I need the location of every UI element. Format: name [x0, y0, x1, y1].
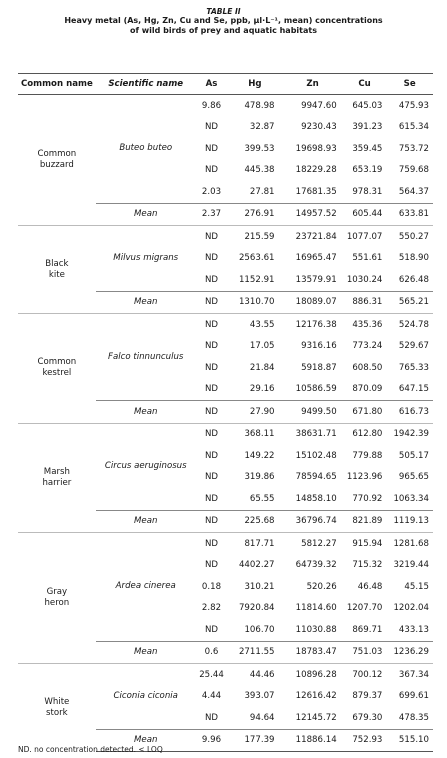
mean-se-cell: 1119.13	[386, 510, 433, 533]
se-value-cell: 626.48	[398, 274, 429, 285]
cu-value-cell: 879.37	[352, 691, 383, 702]
as-value-cell: ND	[204, 274, 219, 285]
common-name-line: Marsh	[43, 466, 70, 477]
table-caption	[0, 0, 447, 36]
cu-value-cell: 869.71	[352, 624, 383, 635]
mean-label-cell: Mean	[96, 641, 196, 664]
se-value-cell: 475.93	[398, 100, 429, 111]
se-value-cell: 478.35	[398, 712, 429, 723]
common-name-line: stork	[46, 707, 68, 718]
se-value-cell: 367.34	[386, 664, 433, 686]
mean-label-cell: Mean	[96, 203, 196, 226]
table-title-line-2: of wild birds of prey and aquatic habitats	[130, 26, 317, 35]
as-value-cell: ND	[204, 712, 219, 723]
common-name-line: harrier	[42, 477, 72, 488]
hg-value-cell: 319.86	[244, 472, 275, 483]
table-footnote: ND. no concentration detected. < LOQ	[18, 745, 163, 754]
common-name-line: Common	[37, 357, 77, 368]
hg-value-cell: 1152.91	[238, 274, 275, 285]
zn-value-cell: 19698.93	[295, 143, 337, 154]
se-value-cell: 965.65	[398, 472, 429, 483]
cu-value-cell: 1207.70	[346, 603, 383, 614]
as-value-cell: ND	[204, 253, 219, 264]
common-name-line: Black	[45, 258, 69, 269]
hg-value-cell: 478.98	[244, 100, 275, 111]
hg-value-cell: 27.81	[249, 186, 275, 197]
as-value-cell: 9.86	[201, 100, 222, 111]
mean-as-cell: 9.96	[196, 729, 228, 752]
mean-label-cell: Mean	[96, 401, 196, 424]
header-se: Se	[386, 74, 433, 95]
as-value-cell: ND	[204, 384, 219, 395]
mean-zn-cell: 9499.50	[283, 401, 343, 424]
se-value-cell: 1942.39	[386, 423, 433, 445]
hg-value-cell: 817.71	[227, 533, 282, 555]
common-name-cell	[18, 95, 96, 226]
se-value-cell: 3219.44	[393, 560, 429, 571]
se-value-cell: 433.13	[398, 624, 429, 635]
as-value-cell: 25.44	[196, 664, 228, 686]
table-row	[18, 664, 433, 686]
zn-value-cell: 78594.65	[295, 472, 337, 483]
zn-value-cell: 5918.87	[301, 362, 337, 373]
se-value-cell: 1202.04	[393, 603, 429, 614]
header-zn: Zn	[283, 74, 343, 95]
zn-value-cell: 9947.60	[301, 100, 337, 111]
scientific-name-cell: Milvus migrans	[96, 226, 196, 292]
hg-value-cell: 32.87	[249, 122, 275, 133]
as-value-cell: ND	[204, 472, 219, 483]
se-value-cell: 753.72	[398, 143, 429, 154]
header-scientific-name: Scientific name	[96, 74, 196, 95]
hg-value-cell: 393.07	[244, 691, 275, 702]
mean-cu-cell: 751.03	[343, 641, 387, 664]
hg-value-cell: 310.21	[244, 581, 275, 592]
common-name-cell	[18, 314, 96, 424]
table-row	[18, 314, 433, 336]
cu-value-cell: 612.80	[343, 423, 387, 445]
hg-value-cell: 106.70	[244, 624, 275, 635]
cu-value-cell: 773.24	[352, 341, 383, 352]
zn-value-cell: 11030.88	[295, 624, 337, 635]
se-value-cell: 699.61	[398, 691, 429, 702]
cu-value-cell: 653.19	[352, 165, 383, 176]
mean-cu-cell: 605.44	[343, 203, 387, 226]
cu-value-cell: 1077.07	[343, 226, 387, 248]
common-name-line: buzzard	[39, 160, 74, 170]
mean-zn-cell: 18783.47	[283, 641, 343, 664]
hg-value-cell: 368.11	[227, 423, 282, 445]
as-value-cell: 2.82	[201, 603, 222, 614]
zn-value-cell: 18229.28	[295, 165, 337, 176]
mean-hg-cell: 2711.55	[227, 641, 282, 664]
mean-label-cell: Mean	[96, 291, 196, 314]
se-value-cell: 1063.34	[393, 493, 429, 504]
mean-hg-cell: 27.90	[227, 401, 282, 424]
common-name-cell	[18, 423, 96, 533]
header-as: As	[196, 74, 228, 95]
as-value-cell: ND	[196, 423, 228, 445]
common-name-line: White	[44, 696, 70, 707]
zn-value-cell: 12616.42	[295, 691, 337, 702]
hg-value-cell: 43.55	[227, 314, 282, 336]
se-value-cell: 529.67	[398, 341, 429, 352]
common-name-line: heron	[44, 598, 70, 608]
as-value-cell: ND	[204, 165, 219, 176]
mean-se-cell: 515.10	[386, 729, 433, 752]
zn-value-cell: 14858.10	[295, 493, 337, 504]
cu-value-cell: 645.03	[352, 100, 383, 111]
zn-value-cell: 17681.35	[295, 186, 337, 197]
as-value-cell: 4.44	[201, 691, 222, 702]
mean-zn-cell: 36796.74	[283, 510, 343, 533]
common-name-cell	[18, 226, 96, 314]
mean-se-cell: 616.73	[386, 401, 433, 424]
zn-value-cell: 12145.72	[295, 712, 337, 723]
mean-zn-cell: 11886.14	[283, 729, 343, 752]
zn-value-cell: 5812.27	[283, 533, 343, 555]
common-name-line: kite	[48, 269, 65, 280]
table-row	[18, 226, 433, 248]
cu-value-cell: 978.31	[352, 186, 383, 197]
mean-se-cell: 565.21	[386, 291, 433, 314]
mean-cu-cell: 821.89	[343, 510, 387, 533]
as-value-cell: ND	[204, 143, 219, 154]
zn-value-cell: 16965.47	[295, 253, 337, 264]
hg-value-cell: 2563.61	[238, 253, 275, 264]
cu-value-cell: 1030.24	[346, 274, 383, 285]
zn-value-cell: 520.26	[306, 581, 337, 592]
mean-as-cell: 2.37	[196, 203, 228, 226]
zn-value-cell: 11814.60	[295, 603, 337, 614]
as-value-cell: ND	[204, 341, 219, 352]
hg-value-cell: 149.22	[244, 450, 275, 461]
se-value-cell: 759.68	[398, 165, 429, 176]
mean-hg-cell: 177.39	[227, 729, 282, 752]
hg-value-cell: 44.46	[227, 664, 282, 686]
common-name-cell	[18, 664, 96, 752]
zn-value-cell: 9230.43	[301, 122, 337, 133]
se-value-cell: 564.37	[398, 186, 429, 197]
as-value-cell: 0.18	[201, 581, 222, 592]
cu-value-cell: 915.94	[343, 533, 387, 555]
scientific-name-cell: Ardea cinerea	[96, 533, 196, 642]
hg-value-cell: 215.59	[227, 226, 282, 248]
zn-value-cell: 12176.38	[283, 314, 343, 336]
as-value-cell: ND	[196, 314, 228, 336]
mean-as-cell: ND	[196, 291, 228, 314]
as-value-cell: ND	[204, 493, 219, 504]
header-common-name: Common name	[18, 74, 96, 95]
table-label: TABLE II	[206, 7, 241, 16]
hg-value-cell: 17.05	[249, 341, 275, 352]
table-body	[18, 95, 433, 752]
mean-as-cell: ND	[196, 401, 228, 424]
se-value-cell: 1281.68	[386, 533, 433, 555]
table-title-line-1: Heavy metal (As, Hg, Zn, Cu and Se, ppb, μl·L⁻¹, mean) concentrations	[64, 16, 383, 25]
common-name-line: Gray	[46, 587, 68, 597]
scientific-name-cell: Buteo buteo	[119, 143, 173, 154]
cu-value-cell: 551.61	[352, 253, 383, 264]
scientific-name-cell: Ciconia ciconia	[96, 664, 196, 730]
as-value-cell: ND	[204, 450, 219, 461]
table-header-row	[18, 74, 433, 95]
cu-value-cell: 715.32	[352, 560, 383, 571]
mean-label-cell: Mean	[96, 510, 196, 533]
mean-se-cell: 633.81	[386, 203, 433, 226]
mean-as-cell: ND	[196, 510, 228, 533]
scientific-name-cell: Circus aeruginosus	[96, 423, 196, 510]
mean-label-cell: Mean	[96, 729, 196, 752]
mean-zn-cell: 18089.07	[283, 291, 343, 314]
cu-value-cell: 1123.96	[346, 472, 383, 483]
as-value-cell: ND	[204, 362, 219, 373]
common-name-line: Common	[37, 149, 77, 159]
hg-value-cell: 4402.27	[238, 560, 275, 571]
hg-value-cell: 29.16	[249, 384, 275, 395]
hg-value-cell: 65.55	[249, 493, 275, 504]
hg-value-cell: 445.38	[244, 165, 275, 176]
mean-zn-cell: 14957.52	[283, 203, 343, 226]
as-value-cell: ND	[204, 560, 219, 571]
se-value-cell: 518.90	[398, 253, 429, 264]
as-value-cell: 2.03	[201, 186, 222, 197]
mean-hg-cell: 225.68	[227, 510, 282, 533]
scientific-name-cell: Falco tinnunculus	[96, 314, 196, 401]
mean-cu-cell: 886.31	[343, 291, 387, 314]
se-value-cell: 524.78	[386, 314, 433, 336]
concentration-table	[18, 73, 433, 752]
zn-value-cell: 23721.84	[283, 226, 343, 248]
zn-value-cell: 9316.16	[301, 341, 337, 352]
as-value-cell: ND	[204, 122, 219, 133]
table-row	[18, 95, 433, 117]
se-value-cell: 647.15	[398, 384, 429, 395]
se-value-cell: 765.33	[398, 362, 429, 373]
zn-value-cell: 10586.59	[295, 384, 337, 395]
zn-value-cell: 64739.32	[295, 560, 337, 571]
cu-value-cell: 46.48	[357, 581, 383, 592]
zn-value-cell: 15102.48	[295, 450, 337, 461]
cu-value-cell: 359.45	[352, 143, 383, 154]
se-value-cell: 615.34	[398, 122, 429, 133]
se-value-cell: 45.15	[404, 581, 429, 592]
cu-value-cell: 435.36	[343, 314, 387, 336]
mean-hg-cell: 1310.70	[227, 291, 282, 314]
hg-value-cell: 94.64	[249, 712, 275, 723]
mean-as-cell: 0.6	[196, 641, 228, 664]
hg-value-cell: 399.53	[244, 143, 275, 154]
table-row	[18, 533, 433, 555]
common-name-cell	[18, 533, 96, 664]
zn-value-cell: 10896.28	[283, 664, 343, 686]
mean-cu-cell: 671.80	[343, 401, 387, 424]
header-hg: Hg	[227, 74, 282, 95]
hg-value-cell: 21.84	[249, 362, 275, 373]
mean-se-cell: 1236.29	[386, 641, 433, 664]
mean-hg-cell: 276.91	[227, 203, 282, 226]
cu-value-cell: 679.30	[352, 712, 383, 723]
common-name-line: kestrel	[42, 368, 72, 379]
mean-cu-cell: 752.93	[343, 729, 387, 752]
se-value-cell: 505.17	[398, 450, 429, 461]
hg-value-cell: 7920.84	[238, 603, 275, 614]
se-value-cell: 550.27	[386, 226, 433, 248]
header-cu: Cu	[343, 74, 387, 95]
zn-value-cell: 13579.91	[295, 274, 337, 285]
cu-value-cell: 391.23	[352, 122, 383, 133]
cu-value-cell: 770.92	[352, 493, 383, 504]
as-value-cell: ND	[196, 533, 228, 555]
cu-value-cell: 779.88	[352, 450, 383, 461]
cu-value-cell: 608.50	[352, 362, 383, 373]
as-value-cell: ND	[196, 226, 228, 248]
table-row	[18, 423, 433, 445]
as-value-cell: ND	[204, 624, 219, 635]
cu-value-cell: 870.09	[352, 384, 383, 395]
cu-value-cell: 700.12	[343, 664, 387, 686]
zn-value-cell: 38631.71	[283, 423, 343, 445]
